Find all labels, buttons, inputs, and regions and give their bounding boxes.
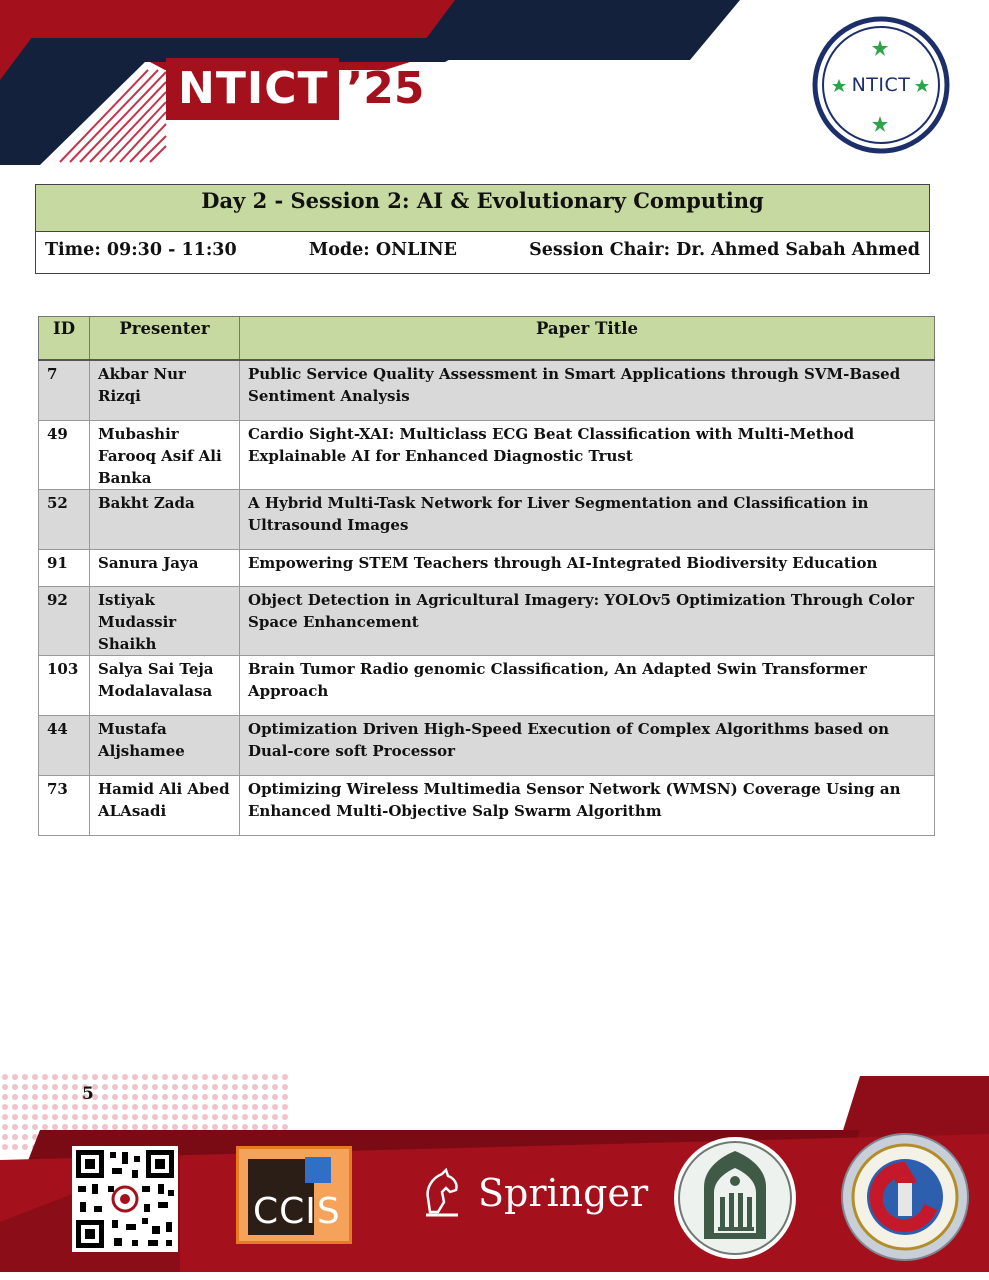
header-id: ID: [39, 317, 90, 361]
paper-title: Optimization Driven High-Speed Execution of Complex Algorithms based on Dual-core soft Processor: [240, 716, 935, 776]
paper-id: 7: [39, 360, 90, 421]
paper-presenter: Bakht Zada: [90, 490, 240, 550]
table-row: [39, 490, 935, 550]
paper-title: Empowering STEM Teachers through AI-Integrated Biodiversity Education: [240, 550, 935, 587]
session-time: Time: 09:30 - 11:30: [45, 240, 237, 260]
page-number: 5: [82, 1084, 94, 1104]
logo-year: ’25: [346, 63, 425, 114]
paper-id: 92: [39, 587, 90, 656]
table-header-row: [39, 317, 935, 361]
paper-id: 44: [39, 716, 90, 776]
paper-id: 91: [39, 550, 90, 587]
paper-presenter: Sanura Jaya: [90, 550, 240, 587]
ccis-logo: [236, 1146, 352, 1244]
university-seal: [672, 1135, 798, 1261]
session-info-box: [35, 184, 930, 274]
table-row: [39, 421, 935, 490]
paper-id: 103: [39, 656, 90, 716]
papers-table: [38, 316, 935, 836]
table-row: [39, 587, 935, 656]
header-title: Paper Title: [240, 317, 935, 361]
emblem-text: NTICT: [851, 74, 911, 96]
session-chair: Session Chair: Dr. Ahmed Sabah Ahmed: [529, 240, 920, 260]
paper-id: 49: [39, 421, 90, 490]
session-details: [36, 232, 929, 268]
paper-title: Cardio Sight-XAI: Multiclass ECG Beat Classification with Multi-Method Explainable AI for Enhanced Diagnostic Trust: [240, 421, 935, 490]
paper-title: Public Service Quality Assessment in Smart Applications through SVM-Based Sentiment Analysis: [240, 360, 935, 421]
paper-presenter: Mubashir Farooq Asif Ali Banka: [90, 421, 240, 490]
paper-id: 52: [39, 490, 90, 550]
paper-presenter: Hamid Ali Abed ALAsadi: [90, 776, 240, 836]
paper-title: Brain Tumor Radio genomic Classification, An Adapted Swin Transformer Approach: [240, 656, 935, 716]
paper-presenter: Salya Sai Teja Modalavalasa: [90, 656, 240, 716]
paper-title: Optimizing Wireless Multimedia Sensor Network (WMSN) Coverage Using an Enhanced Multi-Objective Salp Swarm Algorithm: [240, 776, 935, 836]
qr-code-icon: [72, 1146, 178, 1252]
ccis-text: CCIS: [253, 1191, 341, 1232]
springer-logo: [420, 1168, 648, 1218]
ntict-emblem: [810, 14, 952, 156]
springer-text: Springer: [478, 1171, 649, 1215]
paper-title: A Hybrid Multi-Task Network for Liver Segmentation and Classification in Ultrasound Images: [240, 490, 935, 550]
paper-presenter: Akbar Nur Rizqi: [90, 360, 240, 421]
header-presenter: Presenter: [90, 317, 240, 361]
springer-horse-icon: [420, 1168, 466, 1218]
ntict-logo: [166, 58, 424, 120]
page-header: [0, 0, 989, 165]
table-row: [39, 360, 935, 421]
uit-seal: [840, 1132, 970, 1262]
paper-presenter: Mustafa Aljshamee: [90, 716, 240, 776]
page-footer: [0, 1072, 989, 1280]
session-title: Day 2 - Session 2: AI & Evolutionary Computing: [36, 185, 929, 232]
table-row: [39, 716, 935, 776]
table-row: [39, 656, 935, 716]
paper-id: 73: [39, 776, 90, 836]
session-mode: Mode: ONLINE: [308, 240, 457, 260]
paper-presenter: Istiyak Mudassir Shaikh: [90, 587, 240, 656]
logo-main: NTICT: [166, 58, 339, 120]
table-row: [39, 776, 935, 836]
table-row: [39, 550, 935, 587]
paper-title: Object Detection in Agricultural Imagery: YOLOv5 Optimization Through Color Space Enhancement: [240, 587, 935, 656]
